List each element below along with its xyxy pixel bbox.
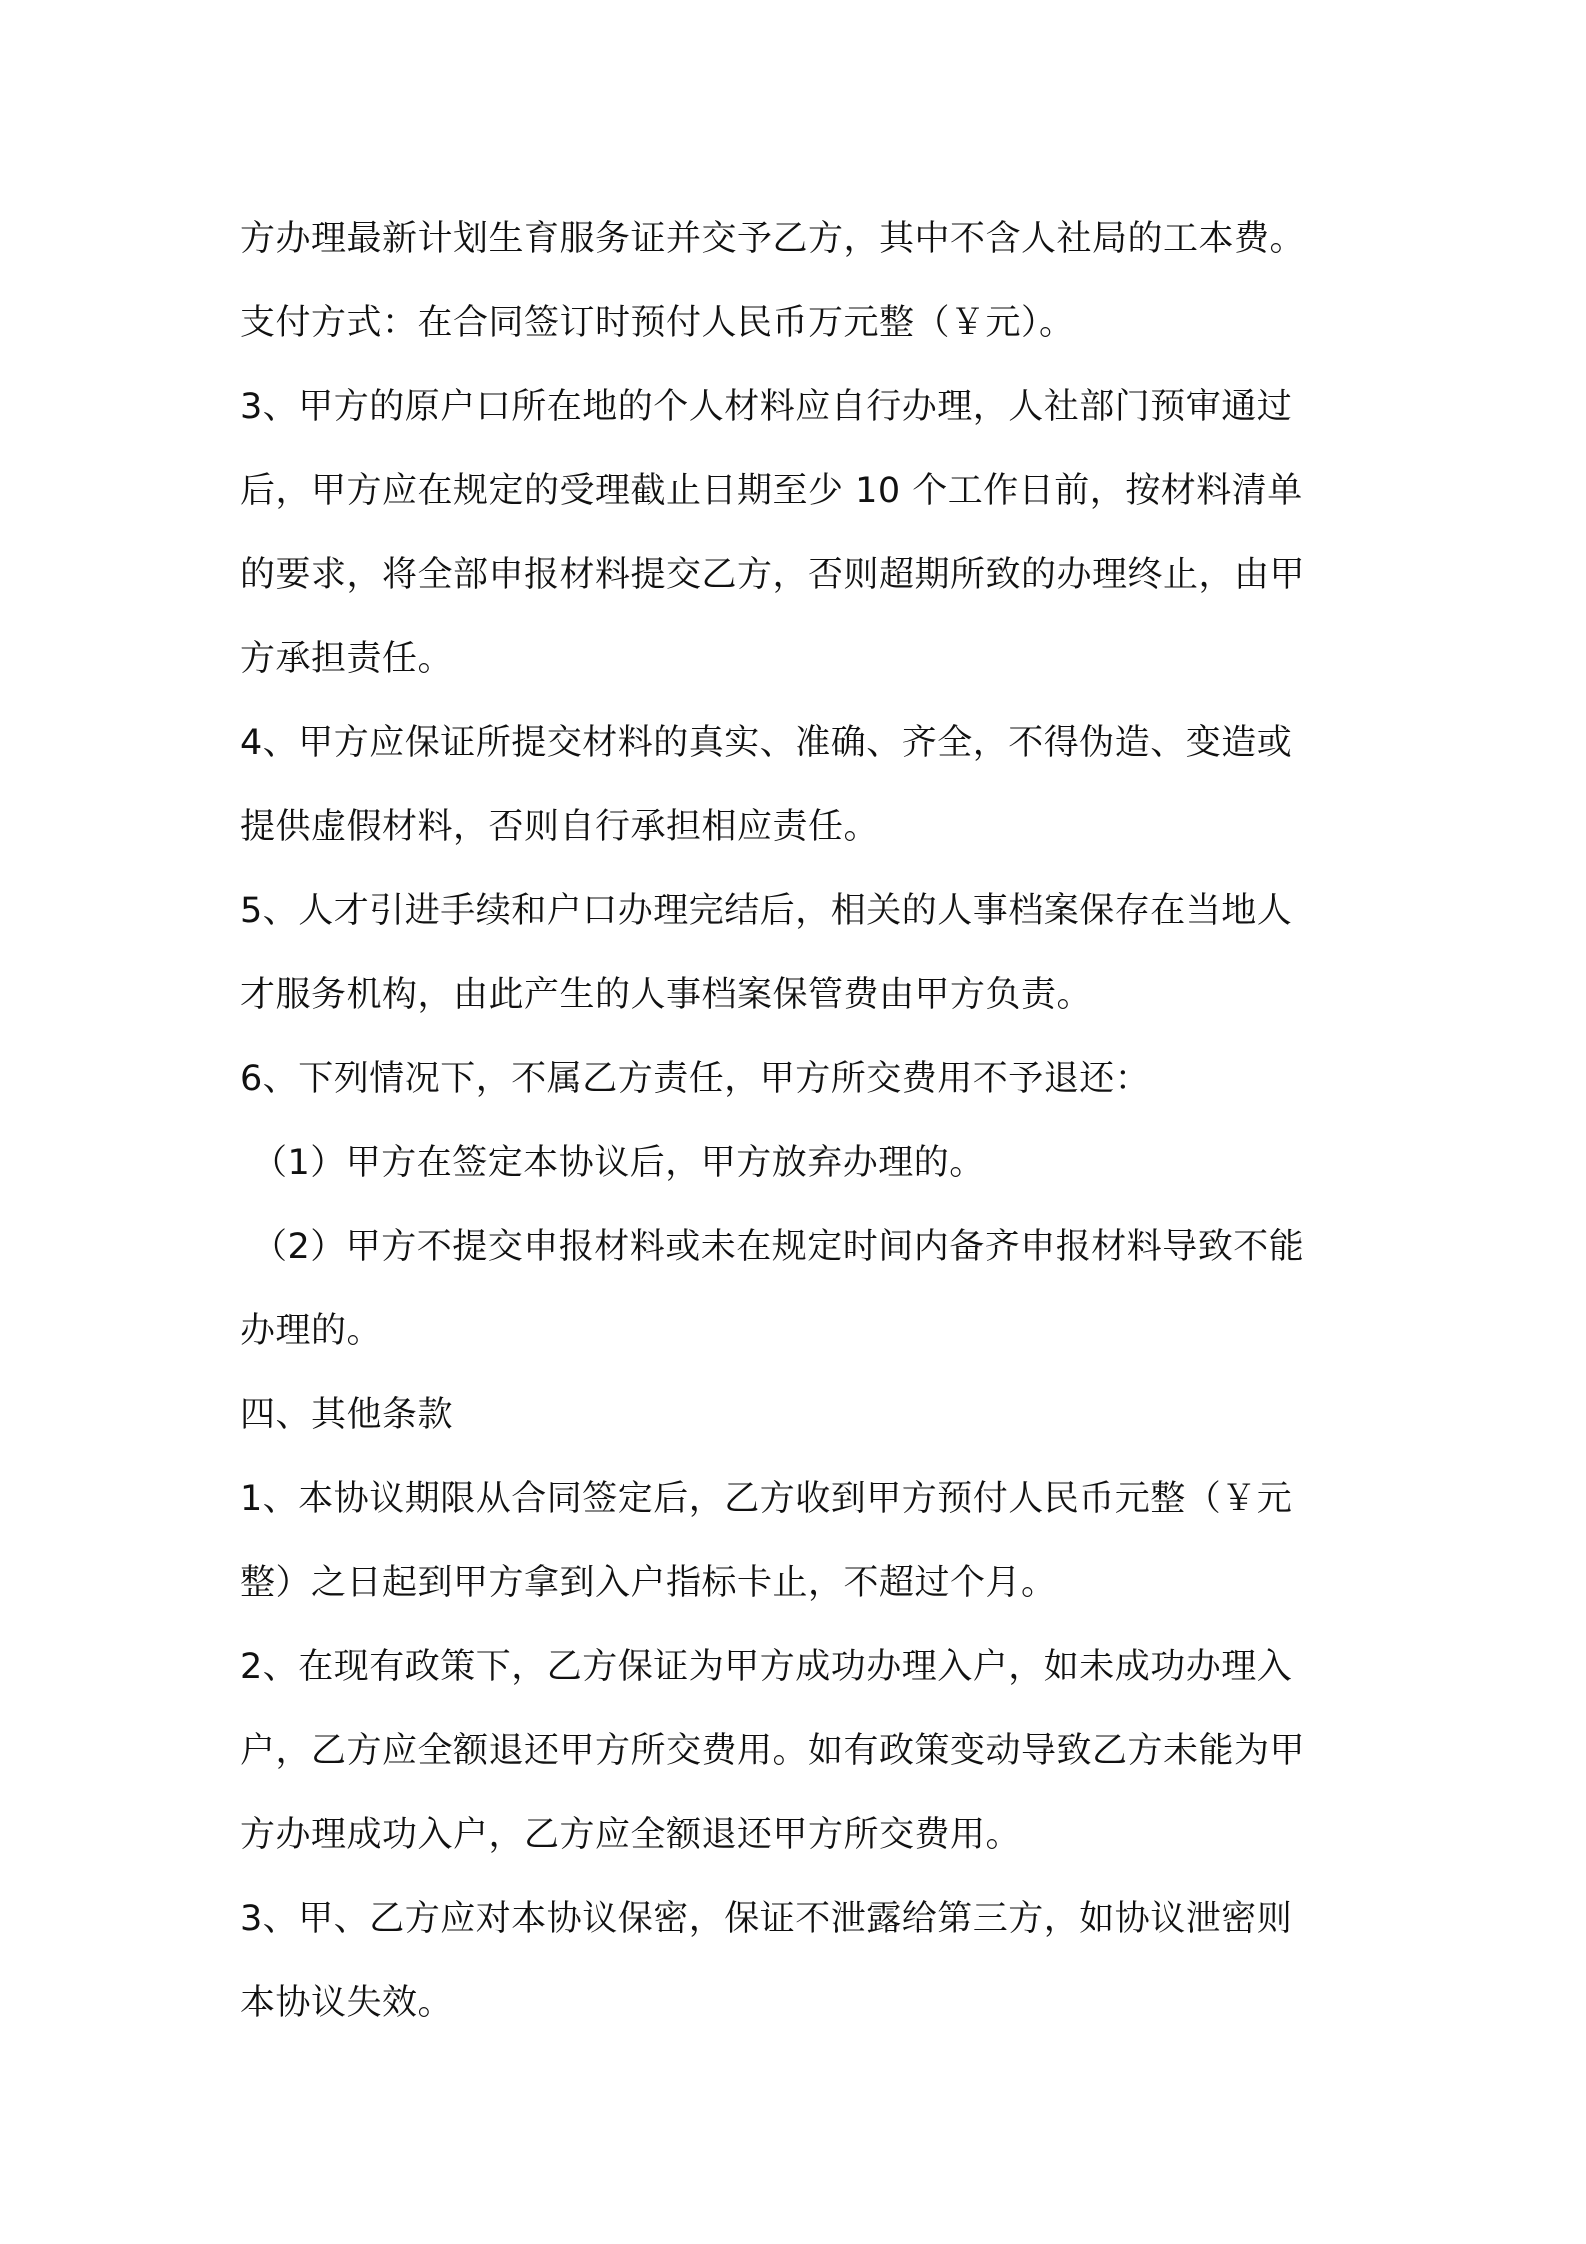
section-heading-other-terms: 四、其他条款	[240, 1395, 454, 1435]
clause-3-line-2: 后，甲方应在规定的受理截止日期至少 10 个工作日前，按材料清单	[240, 471, 1303, 511]
other-clause-3-line-2: 本协议失效。	[240, 1983, 454, 2023]
clause-6-line-1: 6、下列情况下，不属乙方责任，甲方所交费用不予退还：	[240, 1059, 1151, 1099]
clause-3-line-4: 方承担责任。	[240, 639, 454, 679]
text-line-2: 支付方式：在合同签订时预付人民币万元整（￥元）。	[240, 303, 1075, 343]
clause-6-item-2-line-2: 办理的。	[240, 1311, 383, 1351]
clause-5-line-1: 5、人才引进手续和户口办理完结后，相关的人事档案保存在当地人	[240, 891, 1293, 931]
other-clause-1-line-2: 整）之日起到甲方拿到入户指标卡止，不超过个月。	[240, 1563, 1057, 1603]
other-clause-2-line-1: 2、在现有政策下，乙方保证为甲方成功办理入户，如未成功办理入	[240, 1647, 1293, 1687]
other-clause-2-line-2: 户，乙方应全额退还甲方所交费用。如有政策变动导致乙方未能为甲	[240, 1731, 1306, 1771]
clause-3-line-1: 3、甲方的原户口所在地的个人材料应自行办理，人社部门预审通过	[240, 387, 1293, 427]
document-body	[240, 197, 1360, 2045]
clause-6-item-2-line-1: （2）甲方不提交申报材料或未在规定时间内备齐申报材料导致不能	[252, 1227, 1305, 1267]
clause-5-line-2: 才服务机构，由此产生的人事档案保管费由甲方负责。	[240, 975, 1093, 1015]
text-line-1: 方办理最新计划生育服务证并交予乙方，其中不含人社局的工本费。	[240, 219, 1306, 259]
other-clause-1-line-1: 1、本协议期限从合同签定后，乙方收到甲方预付人民币元整（￥元	[240, 1479, 1293, 1519]
other-clause-3-line-1: 3、甲、乙方应对本协议保密，保证不泄露给第三方，如协议泄密则	[240, 1899, 1293, 1939]
clause-3-line-3: 的要求，将全部申报材料提交乙方，否则超期所致的办理终止，由甲	[240, 555, 1306, 595]
clause-4-line-1: 4、甲方应保证所提交材料的真实、准确、齐全，不得伪造、变造或	[240, 723, 1293, 763]
clause-6-item-1: （1）甲方在签定本协议后，甲方放弃办理的。	[252, 1143, 985, 1183]
clause-4-line-2: 提供虚假材料，否则自行承担相应责任。	[240, 807, 880, 847]
other-clause-2-line-3: 方办理成功入户，乙方应全额退还甲方所交费用。	[240, 1815, 1022, 1855]
